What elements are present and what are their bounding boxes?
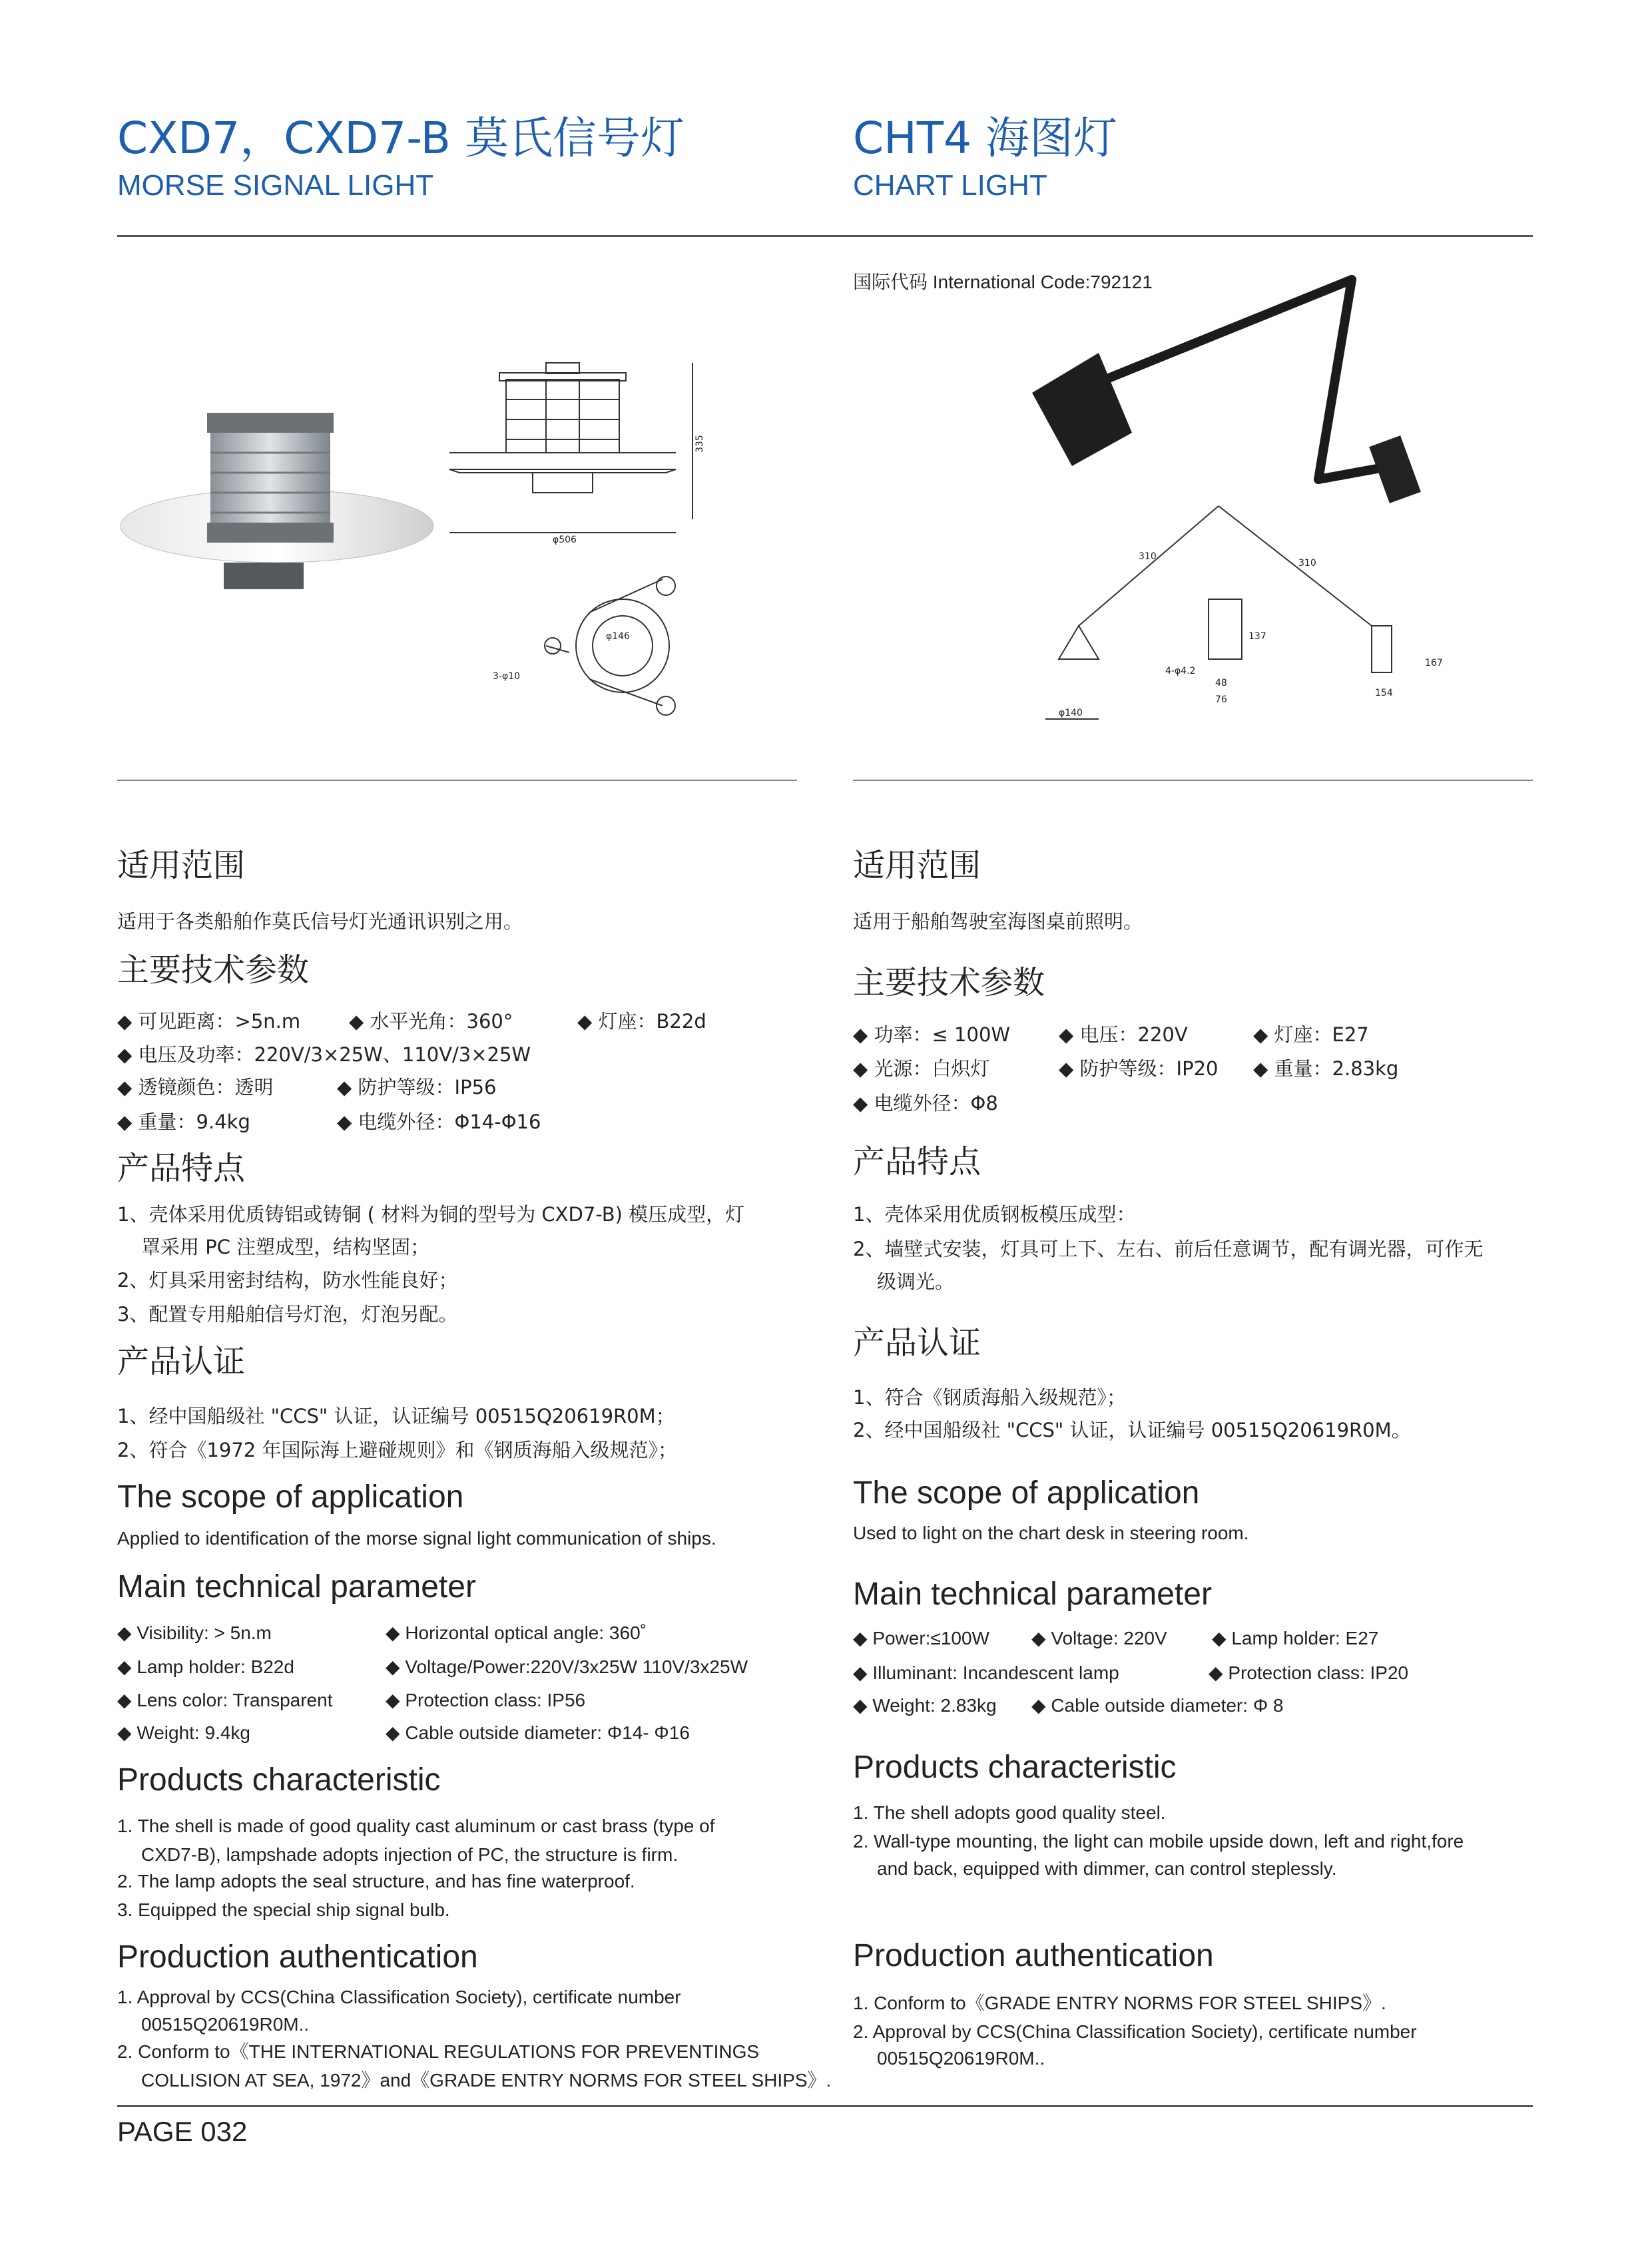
feature: 2、灯具采用密封结构，防水性能良好； [117, 1269, 458, 1292]
left-params-en-heading: Main technical parameter [117, 1569, 476, 1605]
dim-w1-label: 48 [1215, 678, 1227, 688]
param: ◆ 防护等级：IP20 [1059, 1057, 1219, 1080]
param: ◆ Visibility: > 5n.m [117, 1622, 272, 1643]
auth: COLLISION AT SEA, 1972》and《GRADE ENTRY NORMS FOR STEEL SHIPS》. [141, 2070, 832, 2091]
cert: 2、经中国船级社 "CCS" 认证，认证编号 00515Q20619R0M。 [853, 1419, 1411, 1441]
param: ◆ Protection class: IP56 [386, 1690, 586, 1710]
right-features-cn-heading: 产品特点 [853, 1143, 981, 1180]
cert: 1、经中国船级社 "CCS" 认证，认证编号 00515Q20619R0M； [117, 1405, 675, 1427]
auth: 2. Conform to《THE INTERNATIONAL REGULATIONS FOR PREVENTINGS [117, 2041, 760, 2062]
param: ◆ 重量：9.4kg [117, 1111, 250, 1133]
right-scope-en: Used to light on the chart desk in steering room. [853, 1523, 1249, 1543]
param: ◆ 灯座：B22d [577, 1010, 706, 1033]
right-params-cn-heading: 主要技术参数 [853, 964, 1045, 1001]
page-number: PAGE 032 [117, 2116, 248, 2147]
left-features-cn-heading: 产品特点 [117, 1150, 246, 1187]
param: ◆ 可见距离：>5n.m [117, 1010, 301, 1033]
left-cert-cn-heading: 产品认证 [117, 1343, 246, 1380]
right-title-en: CHART LIGHT [853, 169, 1047, 202]
dim-holes-label: 3-φ10 [493, 671, 521, 682]
right-features-en-heading: Products characteristic [853, 1750, 1177, 1785]
footer-rule [117, 2105, 1533, 2107]
feature: CXD7-B), lampshade adopts injection of PC, the structure is firm. [141, 1844, 679, 1865]
dim-holes-label: 4-φ4.2 [1165, 666, 1196, 676]
dim-shade-label: φ140 [1059, 708, 1083, 718]
feature: 1. The shell is made of good quality cast aluminum or cast brass (type of [117, 1816, 715, 1836]
dim-h2-label: 167 [1425, 658, 1443, 668]
param: ◆ 水平光角：360° [349, 1010, 513, 1033]
left-scope-en: Applied to identification of the morse signal light communication of ships. [117, 1528, 716, 1549]
feature: 罩采用 PC 注塑成型，结构坚固； [141, 1236, 430, 1258]
cert: 1、符合《钢质海船入级规范》； [853, 1386, 1126, 1409]
left-scope-cn: 适用于各类船舶作莫氏信号灯光通讯识别之用。 [117, 910, 523, 933]
param: ◆ Voltage/Power:220V/3x25W 110V/3x25W [386, 1656, 748, 1677]
param: ◆ 电缆外径：Φ8 [853, 1092, 998, 1115]
feature: 1、壳体采用优质铸铝或铸铜 ( 材料为铜的型号为 CXD7-B) 模压成型，灯 [117, 1203, 745, 1226]
left-image-rule [117, 780, 797, 781]
param: ◆ 光源：白炽灯 [853, 1057, 990, 1080]
right-params-en-heading: Main technical parameter [853, 1577, 1212, 1612]
left-title-cn: CXD7，CXD7-B 莫氏信号灯 [117, 113, 685, 164]
morse-light-photo [117, 373, 437, 613]
param: ◆ 功率：≤ 100W [853, 1023, 1011, 1046]
param: ◆ Illuminant: Incandescent lamp [853, 1662, 1119, 1683]
param: ◆ Cable outside diameter: Φ 8 [1031, 1695, 1284, 1716]
param: ◆ 防护等级：IP56 [337, 1076, 497, 1099]
auth: 00515Q20619R0M.. [877, 2048, 1045, 2069]
param: ◆ 灯座：E27 [1253, 1023, 1369, 1046]
param: ◆ 重量：2.83kg [1253, 1057, 1399, 1080]
right-image-rule [853, 780, 1533, 781]
feature: and back, equipped with dimmer, can control steplessly. [877, 1858, 1337, 1879]
dim-w2-label: 76 [1215, 694, 1227, 705]
cert: 2、符合《1972 年国际海上避碰规则》和《钢质海船入级规范》； [117, 1439, 677, 1461]
chart-light-photo-and-drawing [1019, 266, 1472, 732]
param: ◆ Weight: 2.83kg [853, 1695, 997, 1716]
feature: 3. Equipped the special ship signal bulb. [117, 1899, 450, 1920]
feature: 2. Wall-type mounting, the light can mobile upside down, left and right,fore [853, 1831, 1464, 1852]
dim-h1-label: 137 [1248, 631, 1266, 642]
left-scope-en-heading: The scope of application [117, 1479, 464, 1515]
param: ◆ 电缆外径：Φ14-Φ16 [337, 1111, 541, 1133]
feature: 2、墙壁式安装，灯具可上下、左右、前后任意调节，配有调光器，可作无 [853, 1238, 1484, 1260]
auth: 00515Q20619R0M.. [141, 2014, 310, 2035]
auth: 2. Approval by CCS(China Classification Society), certificate number [853, 2021, 1417, 2042]
feature: 1. The shell adopts good quality steel. [853, 1802, 1166, 1823]
param: ◆ 透镜颜色：透明 [117, 1076, 274, 1099]
param: ◆ 电压：220V [1059, 1023, 1188, 1046]
right-cert-cn-heading: 产品认证 [853, 1324, 981, 1362]
right-title-cn: CHT4 海图灯 [853, 113, 1117, 164]
right-scope-en-heading: The scope of application [853, 1475, 1200, 1511]
dim-ring-label: φ146 [606, 631, 630, 642]
header-rule [117, 235, 1533, 237]
morse-light-drawing [446, 360, 739, 739]
param: ◆ Voltage: 220V [1031, 1628, 1167, 1648]
feature: 2. The lamp adopts the seal structure, and has fine waterproof. [117, 1871, 635, 1891]
param: ◆ Cable outside diameter: Φ14- Φ16 [386, 1722, 690, 1743]
left-scope-cn-heading: 适用范围 [117, 847, 246, 884]
auth: 1. Approval by CCS(China Classification Society), certificate number [117, 1987, 681, 2007]
left-auth-en-heading: Production authentication [117, 1939, 478, 1975]
dim-diameter-label: φ506 [553, 535, 577, 545]
international-code: 国际代码 International Code:792121 [853, 272, 1153, 292]
param: ◆ Protection class: IP20 [1209, 1662, 1409, 1683]
left-params-cn-heading: 主要技术参数 [117, 951, 310, 989]
param: ◆ Lens color: Transparent [117, 1690, 333, 1710]
auth: 1. Conform to《GRADE ENTRY NORMS FOR STEEL SHIPS》. [853, 1993, 1386, 2013]
feature: 级调光。 [877, 1270, 955, 1293]
right-scope-cn-heading: 适用范围 [853, 847, 981, 884]
param: ◆ Horizontal optical angle: 360˚ [386, 1622, 647, 1643]
param: ◆ Power:≤100W [853, 1628, 989, 1648]
right-scope-cn: 适用于船舶驾驶室海图桌前照明。 [853, 910, 1143, 933]
left-title-en: MORSE SIGNAL LIGHT [117, 169, 434, 202]
param: ◆ Weight: 9.4kg [117, 1722, 251, 1743]
feature: 3、配置专用船舶信号灯泡，灯泡另配。 [117, 1303, 458, 1326]
right-auth-en-heading: Production authentication [853, 1938, 1214, 1973]
left-features-en-heading: Products characteristic [117, 1762, 441, 1798]
param: ◆ 电压及功率：220V/3×25W、110V/3×25W [117, 1043, 531, 1066]
param: ◆ Lamp holder: B22d [117, 1656, 294, 1677]
param: ◆ Lamp holder: E27 [1212, 1628, 1379, 1648]
dim-w3-label: 154 [1375, 688, 1393, 698]
dim-arm1-label: 310 [1139, 551, 1157, 562]
feature: 1、壳体采用优质钢板模压成型： [853, 1203, 1136, 1226]
dim-height-label: 335 [694, 435, 705, 453]
dim-arm2-label: 310 [1298, 558, 1316, 569]
